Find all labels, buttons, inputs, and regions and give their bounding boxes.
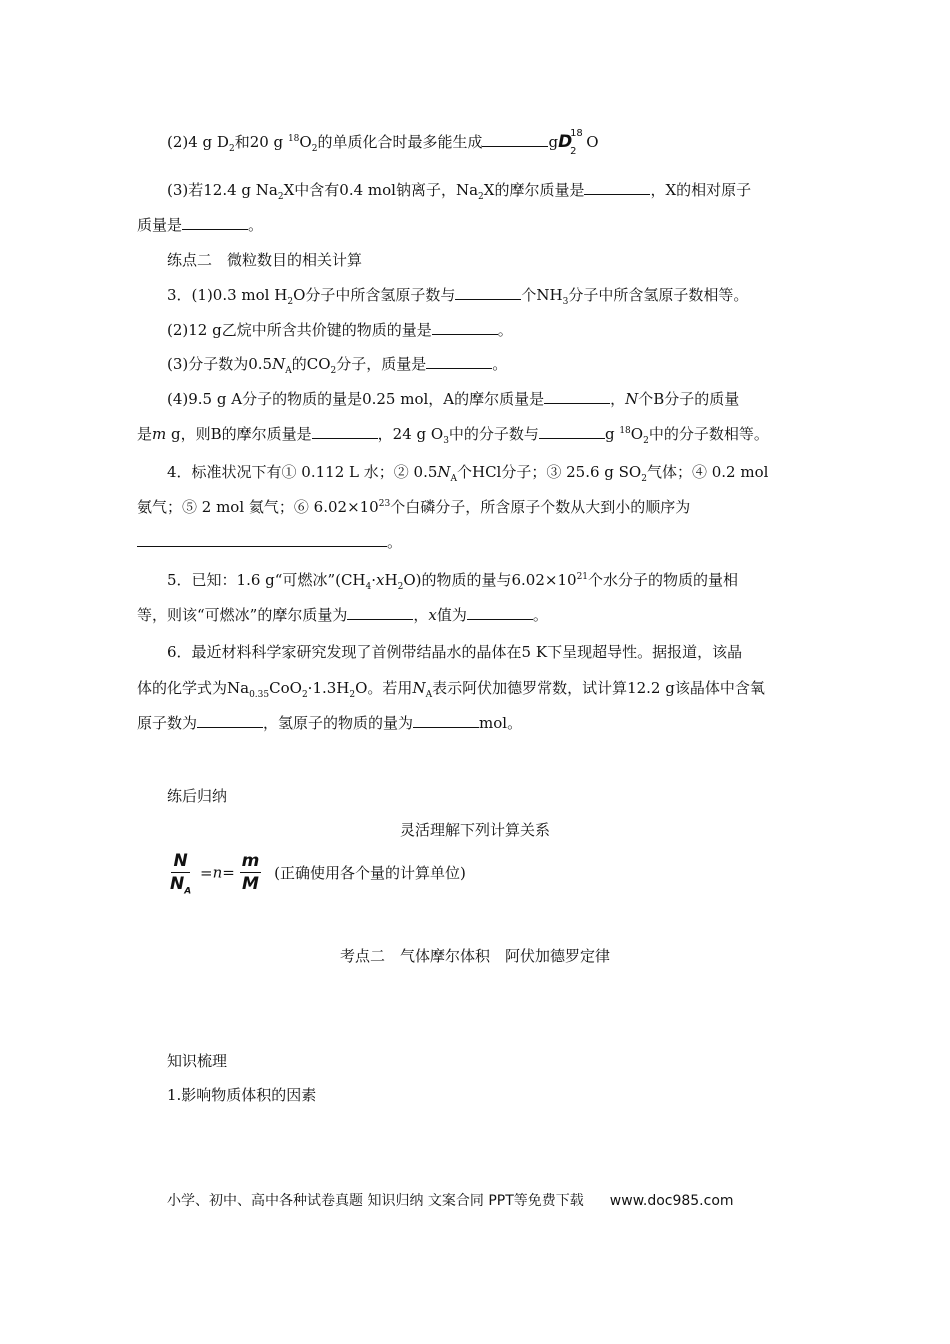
answer-blank[interactable] [197, 713, 263, 728]
question-3-part-2: (2)12 g乙烷中所含共价键的物质的量是 。 [167, 321, 513, 339]
knowledge-label: 知识梳理 [167, 1052, 228, 1070]
answer-blank[interactable] [467, 605, 533, 620]
answer-blank[interactable] [312, 424, 378, 439]
item-1: 1.影响物质体积的因素 [167, 1086, 317, 1104]
section-heading: 考点二 气体摩尔体积 阿伏加德罗定律 [339, 947, 610, 965]
answer-blank[interactable] [482, 132, 548, 147]
answer-blank[interactable] [584, 180, 650, 195]
question-3-part-4-line-1: (4)9.5 g A分子的物质的量是0.25 mol，A的摩尔质量是 ，N个B分子的质量 [167, 390, 740, 408]
question-4-line-3: 。 [137, 532, 402, 552]
fraction-n-over-na: $\frac{N}{N_A}$ [170, 851, 192, 897]
question-2-part-3-line-2: 质量是 。 [137, 216, 264, 234]
question-3-part-4-line-2: 是m g，则B的摩尔质量是 ，24 g $O_3$中的分子数与 g $^{18}O_2$中的分子数相等。 [137, 425, 769, 446]
footer-url[interactable]: www.doc985.com [609, 1193, 734, 1209]
question-4-line-2: 氨气；⑤ 2 mol 氦气；⑥ $6.02\times 10^{23}$个白磷分子，所含原子个数从大到小的顺序为 [137, 498, 691, 516]
question-3-part-3: (3)分子数为$0.5N_A$的$CO_2$分子，质量是 。 [167, 355, 508, 376]
fraction-m-over-M: $\frac{m}{M}$ [241, 851, 260, 894]
footer [167, 1190, 734, 1210]
answer-blank[interactable] [544, 389, 610, 404]
summary-title: 灵活理解下列计算关系 [399, 821, 550, 839]
answer-blank[interactable] [137, 532, 387, 547]
answer-blank[interactable] [432, 320, 498, 335]
d2-18-o-formula: D 18 2 [558, 128, 583, 157]
answer-blank[interactable] [182, 215, 248, 230]
question-6-line-3: 原子数为 ，氢原子的物质的量为 mol。 [137, 714, 523, 732]
question-5-line-2: 等，则该“可燃冰”的摩尔质量为 ，x值为 。 [137, 606, 548, 624]
question-2-part-3-line-1: (3)若12.4 g $Na_2X$中含有0.4 mol钠离子，$Na_2X$的摩尔质量是 ，X的相对原子 [167, 181, 752, 202]
question-2-part-2: (2)4 g $D_2$和20 g $^{18}O_2$的单质化合时最多能生成 gD 18 2 O [167, 128, 599, 157]
summary-label: 练后归纳 [167, 787, 228, 805]
question-6-line-1: 6．最近材料科学家研究发现了首例带结晶水的晶体在5 K下呈现超导性。据报道，该晶 [167, 643, 743, 661]
section-title: 练点二 微粒数目的相关计算 [167, 251, 363, 269]
footer-text: 小学、初中、高中各种试卷真题 知识归纳 文案合同 PPT等免费下载 [167, 1193, 584, 1209]
question-6-line-2: 体的化学式为$Na_{0.35}CoO_2\cdot 1.3H_2O$。若用$N_A$表示阿伏加德罗常数，试计算12.2 g该晶体中含氧 [137, 679, 765, 700]
answer-blank[interactable] [455, 285, 521, 300]
question-4-line-1: 4．标准状况下有① 0.112 L 水；② $0.5N_A$个HCl分子；③ 25.6 g $SO_2$气体；④ 0.2 mol [167, 463, 769, 484]
answer-blank[interactable] [426, 354, 492, 369]
question-5-line-1: 5．已知：1.6 g“可燃冰$”(CH_4\cdot xH_2O)$的物质的量与$6.02\times 10^{21}$个水分子的物质的量相 [167, 571, 739, 592]
question-3-part-1: 3．(1)0.3 mol $H_2O$分子中所含氢原子数与 个$NH_3$分子中所含氢原子数相等。 [167, 286, 749, 307]
formula: $\frac{N}{N_A}$ =n= $\frac{m}{M}$ (正确使用各个量的计算单位) [170, 851, 466, 897]
answer-blank[interactable] [413, 713, 479, 728]
answer-blank[interactable] [347, 605, 413, 620]
answer-blank[interactable] [539, 424, 605, 439]
